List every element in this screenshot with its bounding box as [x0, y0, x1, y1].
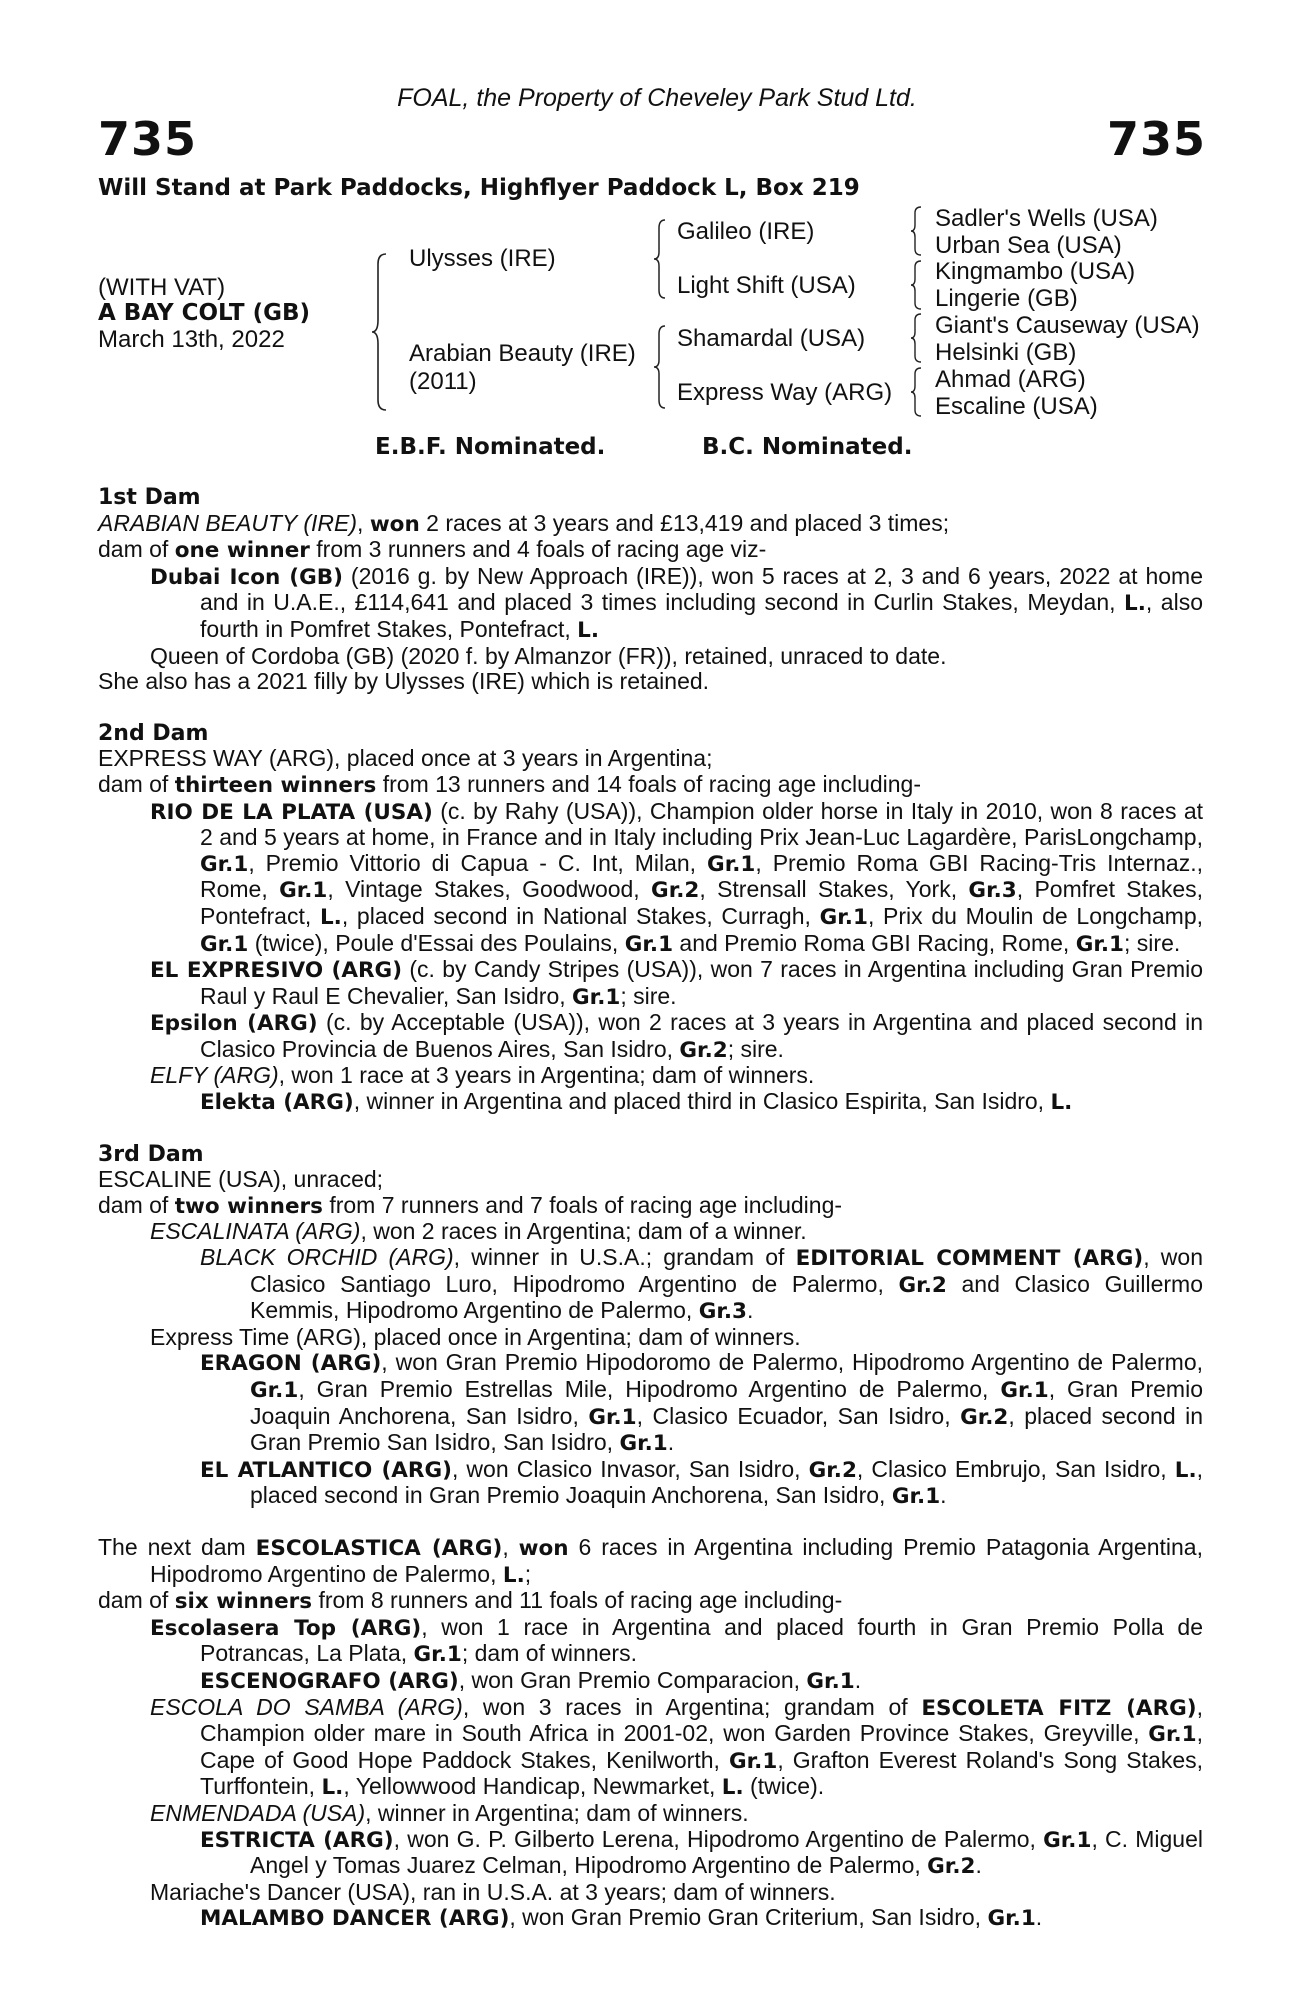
brace-dd: [909, 366, 923, 418]
produce-entry: ESCOLA DO SAMBA (ARG), won 3 races in Argentina; grandam of ESCOLETA FITZ (ARG), Champion older mare in South Africa in 2001-02, won Garden Province Stakes, Greyville, Gr.1, Cape of Good Hope Paddock Stakes, Kenilworth, Gr.1, Grafton Everest Roland's Song Stakes, Turffontein, L., Yellowwood Handicap, Newmarket, L. (twice).: [150, 1693, 1203, 1801]
brace-sd: [909, 259, 923, 311]
produce-entry: ESCALINATA (ARG), won 2 races in Argentina; dam of a winner.: [150, 1218, 807, 1245]
produce-entry: Dubai Icon (GB) (2016 g. by New Approach (IRE)), won 5 races at 2, 3 and 6 years, 2022 at home and in U.A.E., £114,641 and placed 3 times including second in Curlin Stakes, Meydan, L., also fourth in Pomfret Stakes, Pontefract, L.: [150, 562, 1203, 643]
dam-dam: Express Way (ARG): [677, 379, 893, 406]
produce-entry: Express Time (ARG), placed once in Argentina; dam of winners.: [150, 1323, 801, 1350]
produce-entry: ESCENOGRAFO (ARG), won Gran Premio Comparacion, Gr.1.: [200, 1666, 862, 1694]
first-dam-produce-summary: dam of one winner from 3 runners and 4 foals of racing age viz-: [98, 536, 767, 564]
bc-nominated: B.C. Nominated.: [702, 434, 913, 460]
produce-entry: Epsilon (ARG) (c. by Acceptable (USA)), won 2 races at 3 years in Argentina and placed second in Clasico Provincia de Buenos Aires, San Isidro, Gr.2; sire.: [150, 1009, 1203, 1063]
second-dam-line: EXPRESS WAY (ARG), placed once at 3 years in Argentina;: [98, 745, 713, 772]
ds-sire: Giant's Causeway (USA): [935, 312, 1200, 339]
foaling-date: March 13th, 2022: [98, 326, 285, 353]
first-dam-heading: 1st Dam: [98, 485, 201, 510]
horse-name: A BAY COLT (GB): [98, 300, 311, 326]
produce-entry: ERAGON (ARG), won Gran Premio Hipodoromo de Palermo, Hipodromo Argentino de Palermo, Gr.1, Gran Premio Estrellas Mile, Hipodromo Argentino de Palermo, Gr.1, Gran Premio Joaquin Anchorena, San Isidro, Gr.1, Clasico Ecuador, San Isidro, Gr.2, placed second in Gran Premio San Isidro, San Isidro, Gr.1.: [200, 1349, 1203, 1457]
third-dam-produce-summary: dam of two winners from 7 runners and 7 foals of racing age including-: [98, 1191, 843, 1219]
ebf-nominated: E.B.F. Nominated.: [375, 434, 606, 460]
produce-entry: EL ATLANTICO (ARG), won Clasico Invasor, San Isidro, Gr.2, Clasico Embrujo, San Isidro, L., placed second in Gran Premio Joaquin Anchorena, San Isidro, Gr.1.: [200, 1455, 1204, 1510]
brace-ds: [909, 312, 923, 364]
dam-year: (2011): [409, 368, 477, 395]
property-line: FOAL, the Property of Cheveley Park Stud Ltd.: [397, 84, 917, 112]
brace-sire: [652, 218, 668, 300]
dd-dam: Escaline (USA): [935, 393, 1098, 420]
brace-main: [370, 252, 390, 412]
lot-number-right: 735: [1106, 112, 1206, 166]
sire-dam: Light Shift (USA): [677, 272, 856, 299]
second-dam-produce-summary: dam of thirteen winners from 13 runners and 14 foals of racing age including-: [98, 770, 921, 798]
produce-entry: ELFY (ARG), won 1 race at 3 years in Argentina; dam of winners.: [150, 1062, 815, 1089]
next-dam-line: The next dam ESCOLASTICA (ARG), won 6 races in Argentina including Premio Patagonia Argentina, Hipodromo Argentino de Palermo, L.;: [98, 1533, 1203, 1588]
brace-dam: [652, 324, 668, 410]
ds-dam: Helsinki (GB): [935, 339, 1077, 366]
dam-sire: Shamardal (USA): [677, 325, 866, 352]
sire-sire: Galileo (IRE): [677, 218, 815, 245]
produce-entry: BLACK ORCHID (ARG), winner in U.S.A.; grandam of EDITORIAL COMMENT (ARG), won Clasico Santiago Luro, Hipodromo Argentino de Palermo, Gr.2 and Clasico Guillermo Kemmis, Hipodromo Argentino de Palermo, Gr.3.: [200, 1244, 1203, 1325]
produce-note: She also has a 2021 filly by Ulysses (IRE) which is retained.: [98, 668, 710, 695]
dd-sire: Ahmad (ARG): [935, 366, 1086, 393]
produce-entry: Queen of Cordoba (GB) (2020 f. by Almanzor (FR)), retained, unraced to date.: [150, 642, 947, 669]
stand-location: Will Stand at Park Paddocks, Highflyer Paddock L, Box 219: [98, 175, 860, 201]
produce-entry: EL EXPRESIVO (ARG) (c. by Candy Stripes (USA)), won 7 races in Argentina including Gran Premio Raul y Raul E Chevalier, San Isidro, Gr.1; sire.: [150, 956, 1203, 1010]
first-dam-line: ARABIAN BEAUTY (IRE), won 2 races at 3 years and £13,419 and placed 3 times;: [98, 509, 950, 537]
second-dam-heading: 2nd Dam: [98, 720, 209, 746]
produce-entry: RIO DE LA PLATA (USA) (c. by Rahy (USA)), Champion older horse in Italy in 2010, won 8 races at 2 and 5 years at home, in France and in Italy including Prix Jean-Luc Lagardère, ParisLongchamp, Gr.1, Premio Vittorio di Capua - C. Int, Milan, Gr.1, Premio Roma GBI Racing-Tris Internaz., Rome, Gr.1, Vintage Stakes, Goodwood, Gr.2, Strensall Stakes, York, Gr.3, Pomfret Stakes, Pontefract, L., placed second in National Stakes, Curragh, Gr.1, Prix du Moulin de Longchamp, Gr.1 (twice), Poule d'Essai des Poulains, Gr.1 and Premio Roma GBI Racing, Rome, Gr.1; sire.: [150, 797, 1204, 957]
third-dam-heading: 3rd Dam: [98, 1141, 204, 1167]
produce-entry: MALAMBO DANCER (ARG), won Gran Premio Gran Criterium, San Isidro, Gr.1.: [200, 1904, 1043, 1932]
produce-entry: ENMENDADA (USA), winner in Argentina; dam of winners.: [150, 1799, 749, 1826]
lot-number-left: 735: [98, 112, 198, 166]
sire: Ulysses (IRE): [409, 245, 556, 272]
produce-entry: Escolasera Top (ARG), won 1 race in Argentina and placed fourth in Gran Premio Polla de Potrancas, La Plata, Gr.1; dam of winners.: [150, 1613, 1203, 1668]
produce-entry: Elekta (ARG), winner in Argentina and placed third in Clasico Espirita, San Isidro, L.: [200, 1088, 1073, 1116]
sd-sire: Kingmambo (USA): [935, 258, 1136, 285]
ss-sire: Sadler's Wells (USA): [935, 205, 1158, 232]
produce-entry: ESTRICTA (ARG), won G. P. Gilberto Lerena, Hipodromo Argentino de Palermo, Gr.1, C. Miguel Angel y Tomas Juarez Celman, Hipodromo Argentino de Palermo, Gr.2.: [200, 1825, 1203, 1880]
third-dam-line: ESCALINE (USA), unraced;: [98, 1166, 384, 1193]
sd-dam: Lingerie (GB): [935, 285, 1078, 312]
ss-dam: Urban Sea (USA): [935, 232, 1122, 259]
produce-entry: Mariache's Dancer (USA), ran in U.S.A. at 3 years; dam of winners.: [150, 1878, 836, 1905]
produce-record: [98, 484, 1203, 1932]
dam: Arabian Beauty (IRE): [409, 340, 636, 367]
brace-ss: [909, 205, 923, 257]
vat-note: (WITH VAT): [98, 274, 226, 301]
next-dam-produce-summary: dam of six winners from 8 runners and 11 foals of racing age including-: [98, 1587, 843, 1615]
